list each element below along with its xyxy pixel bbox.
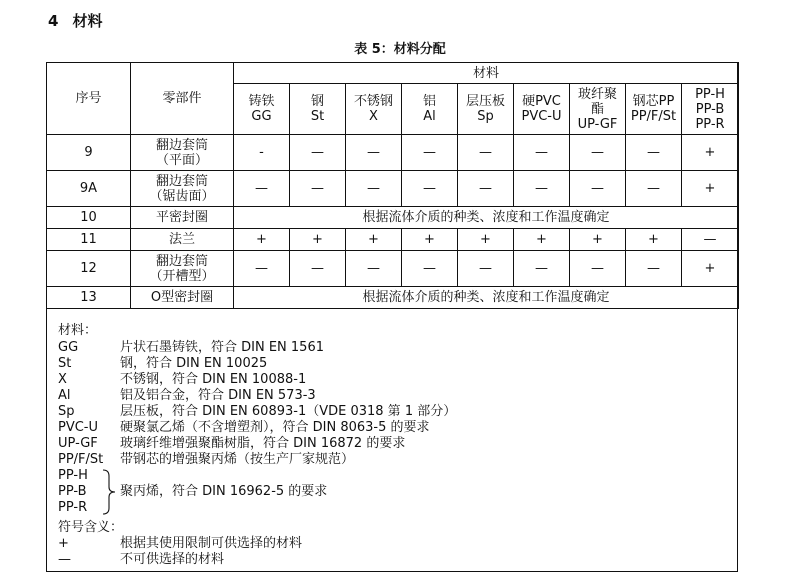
- legend-item: [58, 356, 728, 372]
- header-materials: 材料: [234, 63, 739, 84]
- row-value: —: [514, 251, 570, 287]
- row-value: —: [626, 135, 682, 171]
- legend-code: PP/F/St: [58, 452, 104, 467]
- section-heading: [48, 10, 102, 31]
- header-material-col: 钢 St: [290, 84, 346, 135]
- legend-desc: 不锈钢，符合 DIN EN 10088-1: [120, 372, 307, 387]
- row-part: 翻边套筒 （平面）: [131, 135, 234, 171]
- legend-symbol-list: [58, 536, 728, 568]
- row-value: +: [514, 229, 570, 251]
- legend-item: [58, 436, 728, 452]
- row-value: —: [402, 171, 458, 207]
- legend-item: [58, 452, 728, 468]
- legend-code: UP-GF: [58, 436, 98, 451]
- material-table: [46, 62, 739, 309]
- row-part: 法兰: [131, 229, 234, 251]
- row-value: —: [346, 135, 402, 171]
- row-value: —: [290, 251, 346, 287]
- legend-code: GG: [58, 340, 79, 355]
- row-seq: 13: [47, 287, 131, 309]
- table-row: [47, 229, 739, 251]
- row-value: +: [402, 229, 458, 251]
- row-seq: 11: [47, 229, 131, 251]
- row-span-note: 根据流体介质的种类、浓度和工作温度确定: [234, 287, 739, 309]
- legend-item: [58, 404, 728, 420]
- row-value: +: [682, 135, 739, 171]
- row-value: +: [458, 229, 514, 251]
- header-seq: 序号: [47, 63, 131, 135]
- legend-pp-code: PP-H: [58, 468, 88, 483]
- row-value: +: [626, 229, 682, 251]
- legend-symbol: +: [58, 536, 69, 551]
- header-material-col: 铸铁 GG: [234, 84, 290, 135]
- legend-item: [58, 340, 728, 356]
- row-seq: 9A: [47, 171, 131, 207]
- row-part: O型密封圈: [131, 287, 234, 309]
- row-value: —: [346, 171, 402, 207]
- row-value: —: [570, 251, 626, 287]
- row-value: -: [234, 135, 290, 171]
- row-value: +: [682, 251, 739, 287]
- row-value: —: [458, 251, 514, 287]
- legend-symbol-item: [58, 552, 728, 568]
- row-value: —: [290, 171, 346, 207]
- table-row: [47, 251, 739, 287]
- row-value: +: [346, 229, 402, 251]
- legend-pp-code: PP-B: [58, 484, 87, 499]
- legend-code: Al: [58, 388, 71, 403]
- row-value: —: [514, 171, 570, 207]
- header-material-col: 硬PVC PVC-U: [514, 84, 570, 135]
- row-part: 翻边套筒 （开槽型）: [131, 251, 234, 287]
- legend-code: X: [58, 372, 67, 387]
- legend-code: St: [58, 356, 72, 371]
- legend-desc: 玻璃纤维增强聚酯树脂，符合 DIN 16872 的要求: [120, 436, 406, 451]
- row-value: —: [290, 135, 346, 171]
- table-row: [47, 287, 739, 309]
- header-material-col: 玻纤聚 酯 UP-GF: [570, 84, 626, 135]
- legend-pp-desc: 聚丙烯，符合 DIN 16962-5 的要求: [120, 484, 328, 499]
- row-seq: 9: [47, 135, 131, 171]
- table-row: [47, 171, 739, 207]
- legend-item: [58, 372, 728, 388]
- section-number: 4: [48, 12, 59, 30]
- header-material-col: 铝 Al: [402, 84, 458, 135]
- row-value: +: [682, 171, 739, 207]
- row-part: 平密封圈: [131, 207, 234, 229]
- row-value: —: [570, 135, 626, 171]
- header-material-col: 不锈钢 X: [346, 84, 402, 135]
- table-row: [47, 207, 739, 229]
- header-material-col: 钢芯PP PP/F/St: [626, 84, 682, 135]
- row-value: —: [402, 251, 458, 287]
- row-value: —: [626, 171, 682, 207]
- section-title: 材料: [72, 12, 103, 30]
- row-value: —: [570, 171, 626, 207]
- legend-desc: 钢，符合 DIN EN 10025: [120, 356, 268, 371]
- row-value: —: [458, 171, 514, 207]
- curly-brace-icon: [100, 468, 120, 516]
- row-value: —: [234, 171, 290, 207]
- row-value: —: [682, 229, 739, 251]
- row-value: +: [570, 229, 626, 251]
- legend-pp-group: [58, 468, 728, 516]
- header-part: 零部件: [131, 63, 234, 135]
- row-value: —: [458, 135, 514, 171]
- row-seq: 12: [47, 251, 131, 287]
- legend-symbols-header: 符号含义：: [58, 520, 124, 535]
- legend-desc: 硬聚氯乙烯（不含增塑剂），符合 DIN 8063-5 的要求: [120, 420, 430, 435]
- legend-desc: 带钢芯的增强聚丙烯（按生产厂家规范）: [120, 452, 355, 467]
- row-seq: 10: [47, 207, 131, 229]
- row-span-note: 根据流体介质的种类、浓度和工作温度确定: [234, 207, 739, 229]
- table-caption: 表 5：材料分配: [354, 42, 446, 57]
- row-value: +: [290, 229, 346, 251]
- row-value: —: [346, 251, 402, 287]
- legend-pp-codes: [58, 468, 100, 516]
- legend-materials-header: 材料：: [58, 323, 98, 338]
- row-part: 翻边套筒 （锯齿面）: [131, 171, 234, 207]
- row-value: —: [402, 135, 458, 171]
- legend-symbol-desc: 根据其使用限制可供选择的材料: [120, 536, 303, 551]
- row-value: +: [234, 229, 290, 251]
- legend-code: Sp: [58, 404, 75, 419]
- legend-code: PVC-U: [58, 420, 99, 435]
- legend-symbol: —: [58, 552, 71, 567]
- row-value: —: [626, 251, 682, 287]
- legend-item: [58, 420, 728, 436]
- legend-pp-code: PP-R: [58, 500, 88, 515]
- legend-desc: 片状石墨铸铁，符合 DIN EN 1561: [120, 340, 324, 355]
- header-material-col: 层压板 Sp: [458, 84, 514, 135]
- legend-desc: 层压板，符合 DIN EN 60893-1（VDE 0318 第 1 部分）: [120, 404, 457, 419]
- table-row: [47, 135, 739, 171]
- legend-desc: 铝及铝合金，符合 DIN EN 573-3: [120, 388, 316, 403]
- legend: [58, 323, 728, 568]
- header-material-col: PP-H PP-B PP-R: [682, 84, 739, 135]
- legend-symbol-desc: 不可供选择的材料: [120, 552, 225, 567]
- legend-item: [58, 388, 728, 404]
- legend-symbol-item: [58, 536, 728, 552]
- row-value: —: [234, 251, 290, 287]
- legend-material-list: [58, 340, 728, 468]
- row-value: —: [514, 135, 570, 171]
